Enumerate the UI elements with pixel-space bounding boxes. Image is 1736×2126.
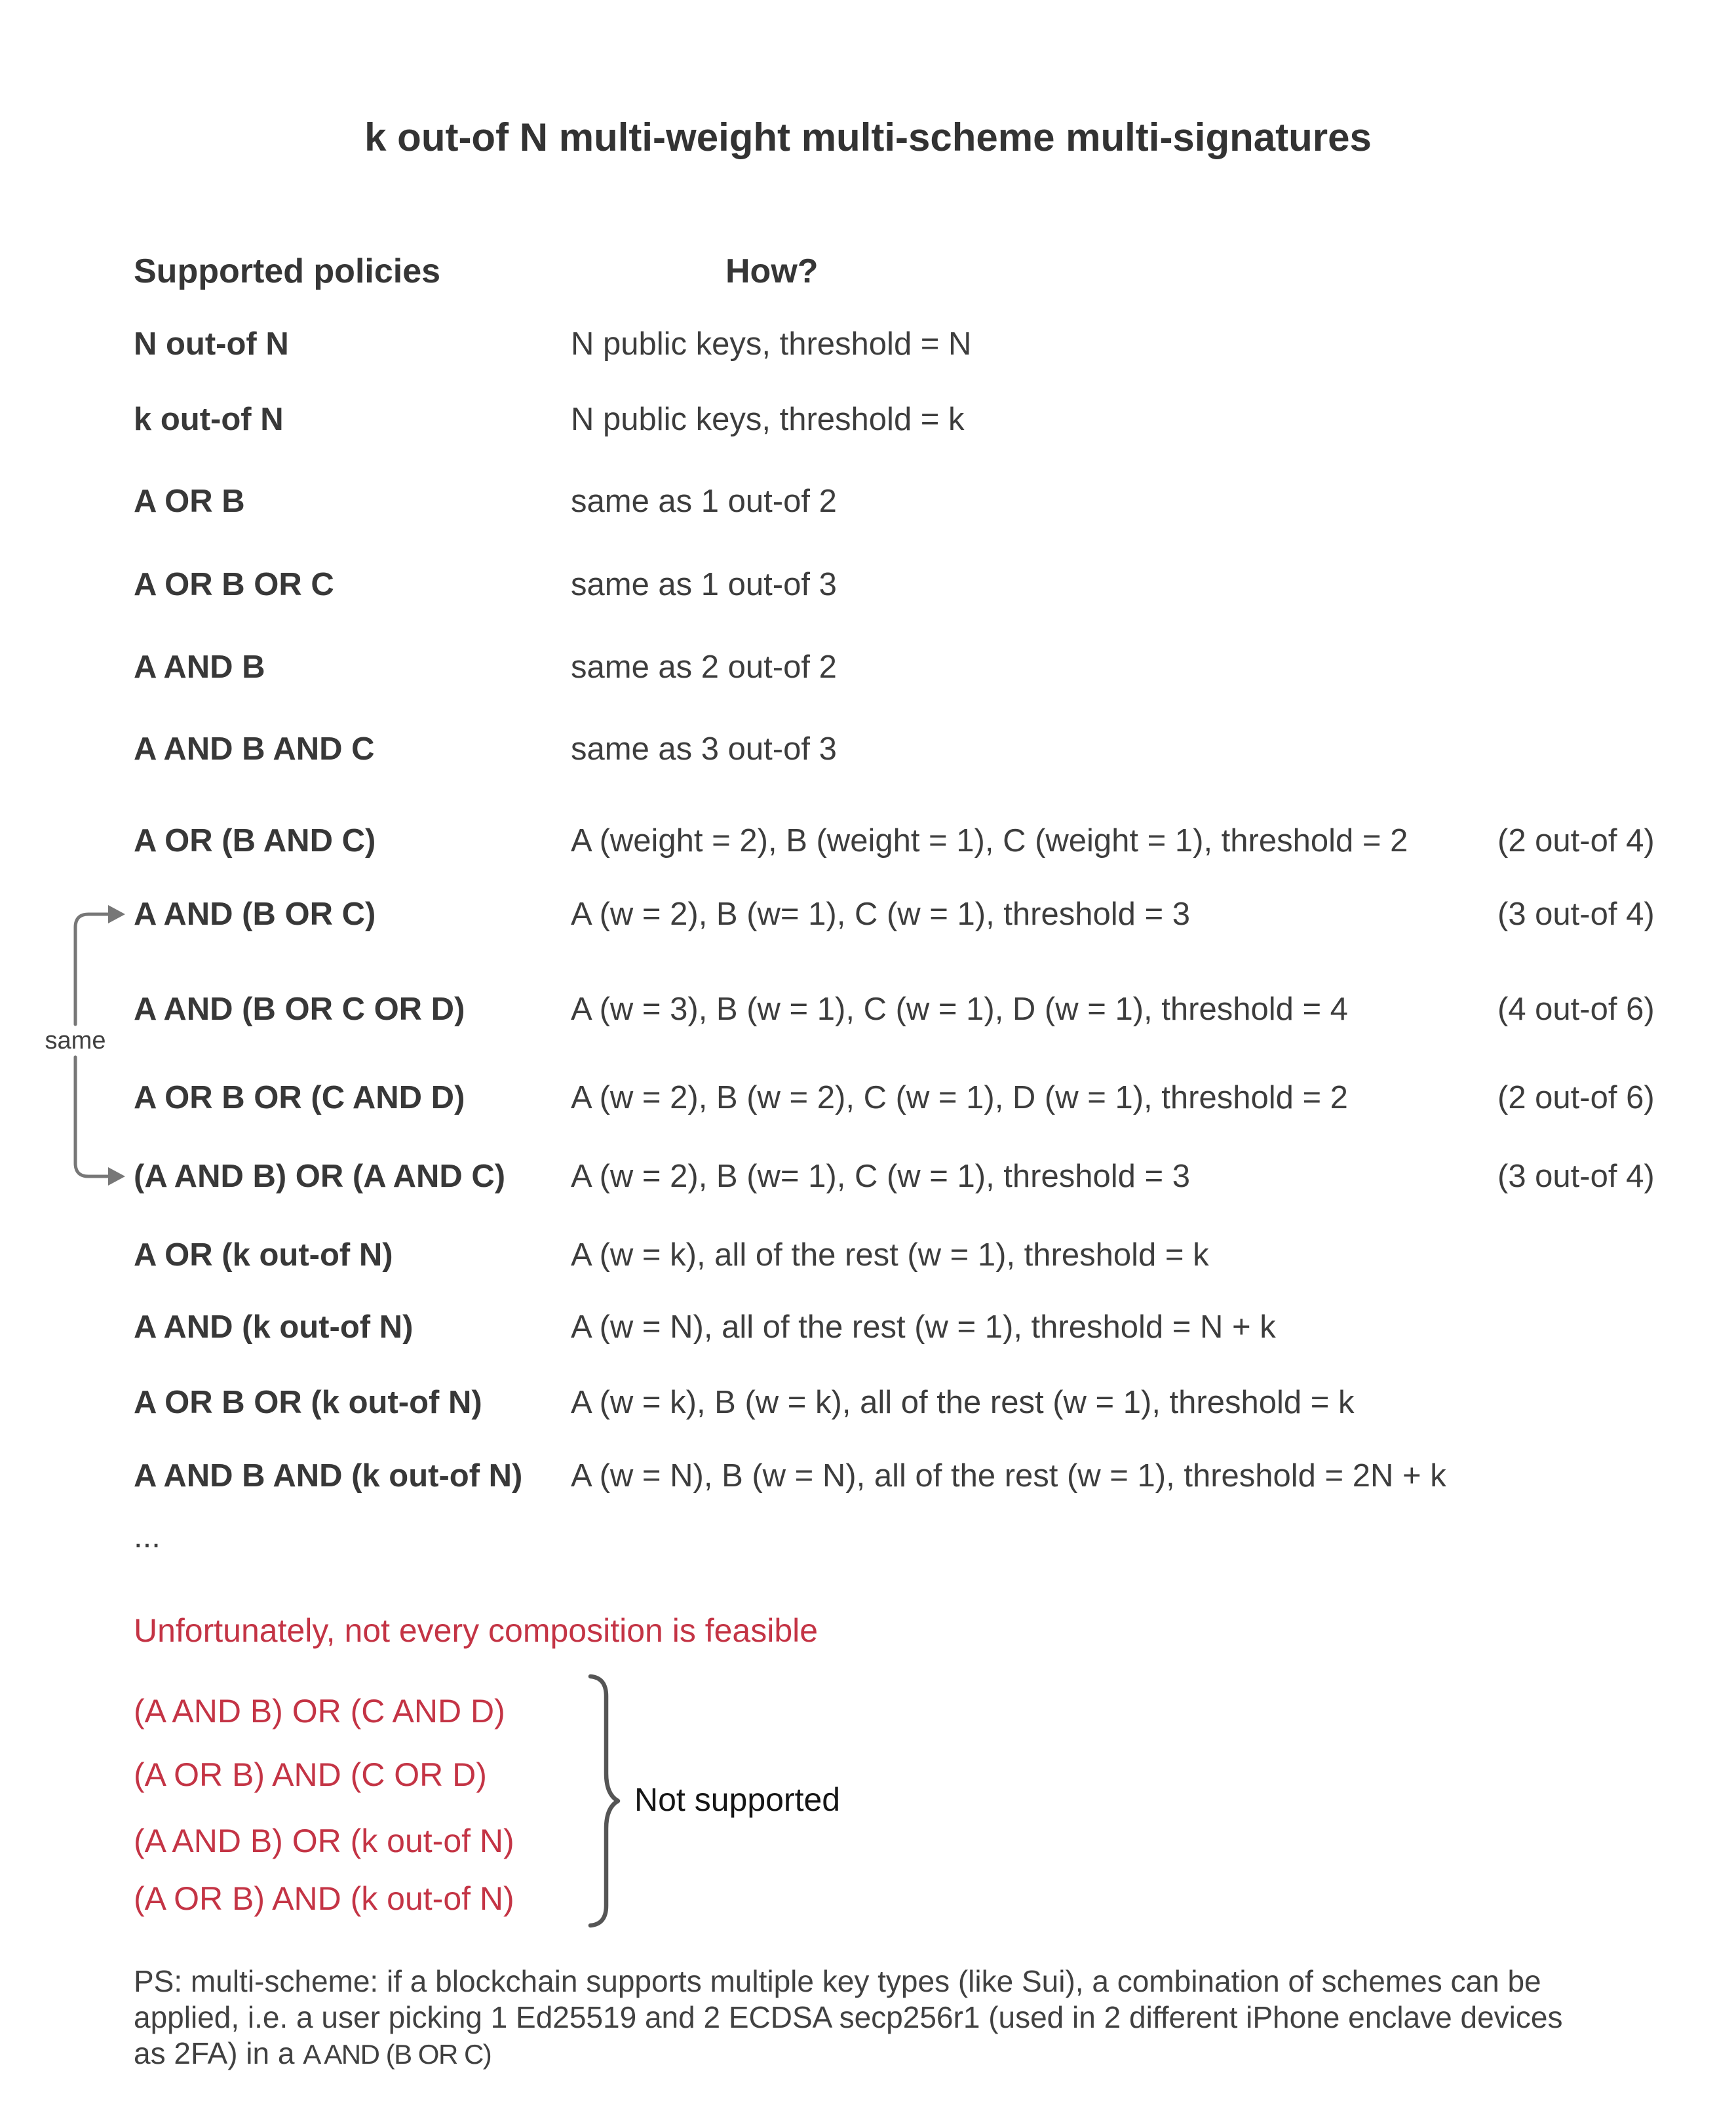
- infeasible-item: (A AND B) OR (C AND D): [134, 1693, 505, 1730]
- how-cell: same as 1 out-of 2: [571, 484, 837, 519]
- policy-cell: A OR B OR (C AND D): [134, 1080, 465, 1115]
- column-header-supported-policies: Supported policies: [134, 252, 441, 290]
- how-cell: N public keys, threshold = k: [571, 402, 965, 437]
- ps-line-3-text: as 2FA) in a: [134, 2036, 303, 2070]
- arrow-right-icon: [108, 1167, 125, 1186]
- table-row: [0, 1309, 1736, 1345]
- ps-line-3: [134, 2036, 1661, 2072]
- infeasible-item: (A OR B) AND (k out-of N): [134, 1880, 514, 1917]
- page-title: k out-of N multi-weight multi-scheme multi-signatures: [364, 115, 1372, 159]
- how-cell: same as 1 out-of 3: [571, 567, 837, 602]
- policy-cell: A OR (B AND C): [134, 823, 376, 859]
- table-row: [0, 1518, 1736, 1555]
- how-cell: A (weight = 2), B (weight = 1), C (weight = 1), threshold = 2: [571, 823, 1408, 859]
- infeasible-headline: Unfortunately, not every composition is feasible: [134, 1612, 819, 1649]
- table-row: [0, 1458, 1736, 1494]
- not-supported-label: Not supported: [634, 1781, 841, 1818]
- table-row: [0, 896, 1736, 933]
- policy-cell: A OR B OR (k out-of N): [134, 1385, 482, 1420]
- table-row: [0, 1079, 1736, 1116]
- policy-cell: N out-of N: [134, 326, 289, 362]
- ps-line-2: applied, i.e. a user picking 1 Ed25519 and 2 ECDSA secp256r1 (used in 2 different iPhone enclave devices: [134, 2000, 1563, 2034]
- policy-cell: (A AND B) OR (A AND C): [134, 1159, 506, 1194]
- how-cell: A (w = 3), B (w = 1), C (w = 1), D (w = 1), threshold = 4: [571, 992, 1348, 1027]
- policy-cell: A AND (B OR C): [134, 897, 376, 932]
- policy-cell: k out-of N: [134, 402, 284, 437]
- ps-note: [134, 1963, 1661, 2072]
- how-cell: same as 2 out-of 2: [571, 649, 837, 685]
- policy-cell: A AND (B OR C OR D): [134, 992, 465, 1027]
- policy-cell: A AND B AND (k out-of N): [134, 1458, 523, 1494]
- how-cell: A (w = 2), B (w= 1), C (w = 1), threshold = 3: [571, 897, 1190, 932]
- how-cell: A (w = k), all of the rest (w = 1), threshold = k: [571, 1237, 1209, 1273]
- ellipsis-row: ...: [134, 1519, 161, 1555]
- how-cell: N public keys, threshold = N: [571, 326, 972, 362]
- policy-cell: A AND B AND C: [134, 731, 375, 767]
- table-row: [0, 731, 1736, 767]
- arrow-right-icon: [108, 905, 125, 923]
- table-row: [0, 401, 1736, 438]
- policy-cell: A OR (k out-of N): [134, 1237, 393, 1273]
- column-header-how: How?: [725, 252, 819, 290]
- policy-cell: A AND (k out-of N): [134, 1309, 414, 1345]
- note-cell: (2 out-of 6): [1497, 1080, 1655, 1115]
- same-label: same: [45, 1027, 106, 1054]
- how-cell: A (w = N), all of the rest (w = 1), threshold = N + k: [571, 1309, 1276, 1345]
- policy-cell: A OR B OR C: [134, 567, 334, 602]
- ps-line-1: PS: multi-scheme: if a blockchain supports multiple key types (like Sui), a combination of schemes can be: [134, 1964, 1541, 1998]
- table-row: [0, 1158, 1736, 1195]
- table-row: [0, 1384, 1736, 1421]
- infeasible-item: (A AND B) OR (k out-of N): [134, 1823, 514, 1859]
- policy-cell: A AND B: [134, 649, 265, 685]
- how-cell: A (w = N), B (w = N), all of the rest (w = 1), threshold = 2N + k: [571, 1458, 1446, 1494]
- policy-cell: A OR B: [134, 484, 245, 519]
- table-row: [0, 822, 1736, 859]
- note-cell: (2 out-of 4): [1497, 823, 1655, 859]
- table-row: [0, 483, 1736, 520]
- note-cell: (3 out-of 4): [1497, 1159, 1655, 1194]
- how-cell: same as 3 out-of 3: [571, 731, 837, 767]
- infeasible-item: (A OR B) AND (C OR D): [134, 1756, 487, 1793]
- table-row: [0, 991, 1736, 1028]
- table-row: [0, 326, 1736, 362]
- table-row: [0, 649, 1736, 686]
- how-cell: A (w = 2), B (w= 1), C (w = 1), threshold = 3: [571, 1159, 1190, 1194]
- note-cell: (3 out-of 4): [1497, 897, 1655, 932]
- note-cell: (4 out-of 6): [1497, 992, 1655, 1027]
- ps-policy-code: A AND (B OR C): [303, 2039, 492, 2070]
- how-cell: A (w = 2), B (w = 2), C (w = 1), D (w = 1), threshold = 2: [571, 1080, 1348, 1115]
- table-row: [0, 1237, 1736, 1273]
- curly-brace-icon: [585, 1675, 625, 1927]
- table-row: [0, 566, 1736, 603]
- how-cell: A (w = k), B (w = k), all of the rest (w = 1), threshold = k: [571, 1385, 1355, 1420]
